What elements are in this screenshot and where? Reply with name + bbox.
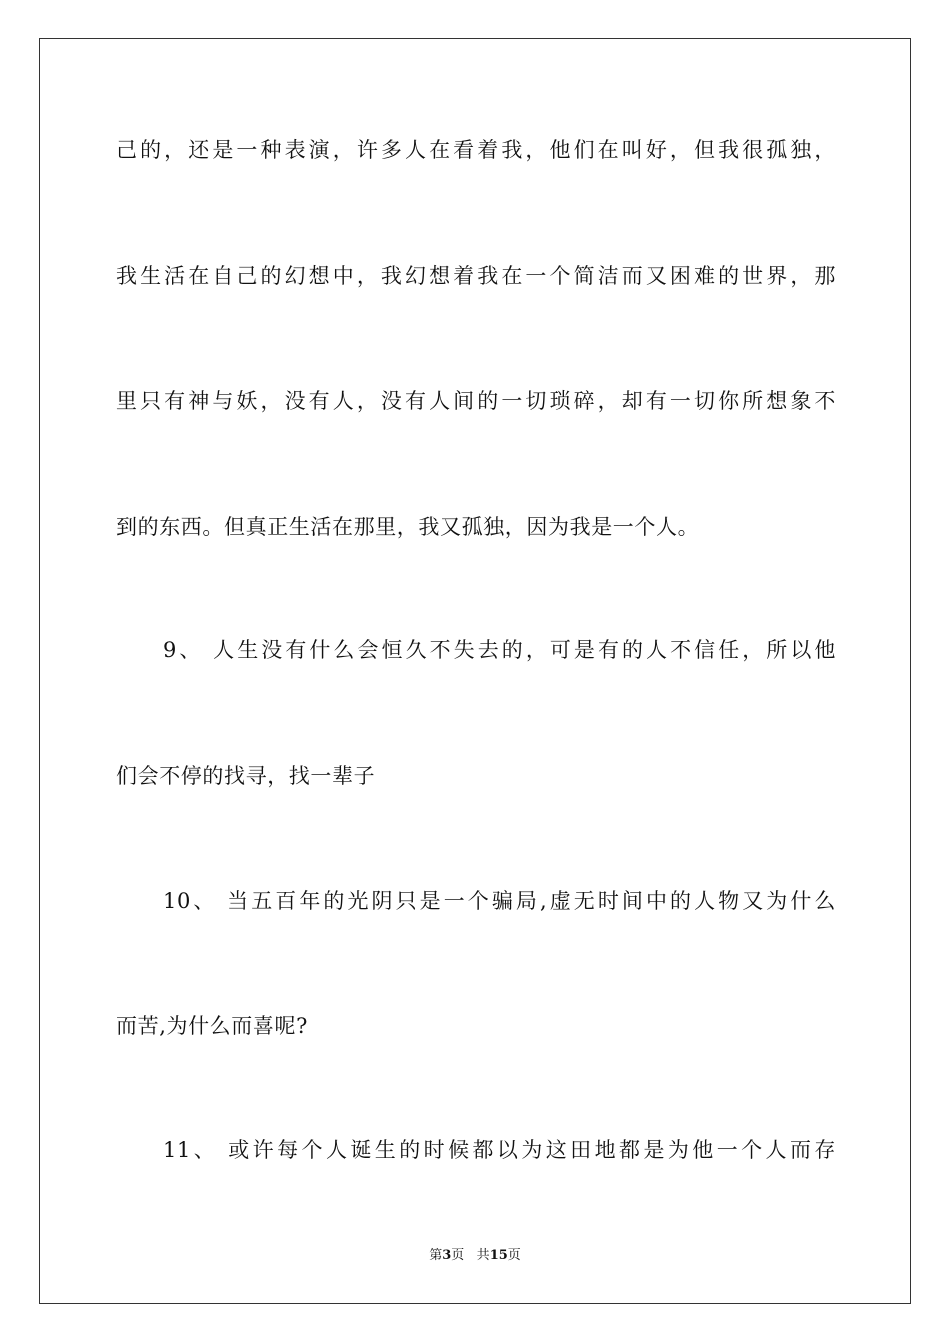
page-footer [0, 1247, 950, 1265]
page-border [39, 38, 911, 1304]
text-line-6: 们会不停的找寻，找一辈子 [116, 764, 376, 788]
text-line-2: 我生活在自己的幻想中，我幻想着我在一个简洁而又困难的世界，那 [116, 264, 836, 288]
text-line-item-10: 10、 当五百年的光阴只是一个骗局,虚无时间中的人物又为什么 [163, 889, 836, 913]
footer-total-suffix: 页 [507, 1248, 521, 1263]
text-line-item-9: 9、 人生没有什么会恒久不失去的，可是有的人不信任，所以他 [163, 638, 836, 662]
footer-total-pages: 15 [489, 1248, 508, 1263]
text-line-4: 到的东西。但真正生活在那里，我又孤独，因为我是一个人。 [116, 515, 700, 539]
text-line-1: 己的，还是一种表演，许多人在看着我，他们在叫好，但我很孤独， [116, 138, 836, 162]
text-line-3: 里只有神与妖，没有人，没有人间的一切琐碎，却有一切你所想象不 [116, 389, 836, 413]
text-line-item-11: 11、 或许每个人诞生的时候都以为这田地都是为他一个人而存 [163, 1138, 836, 1162]
footer-page-prefix: 第 [429, 1248, 443, 1263]
footer-page-suffix: 页 [451, 1248, 465, 1263]
footer-total-prefix: 共 [476, 1248, 490, 1263]
footer-page-number: 3 [442, 1248, 452, 1263]
text-line-8: 而苦,为什么而喜呢? [116, 1014, 308, 1038]
